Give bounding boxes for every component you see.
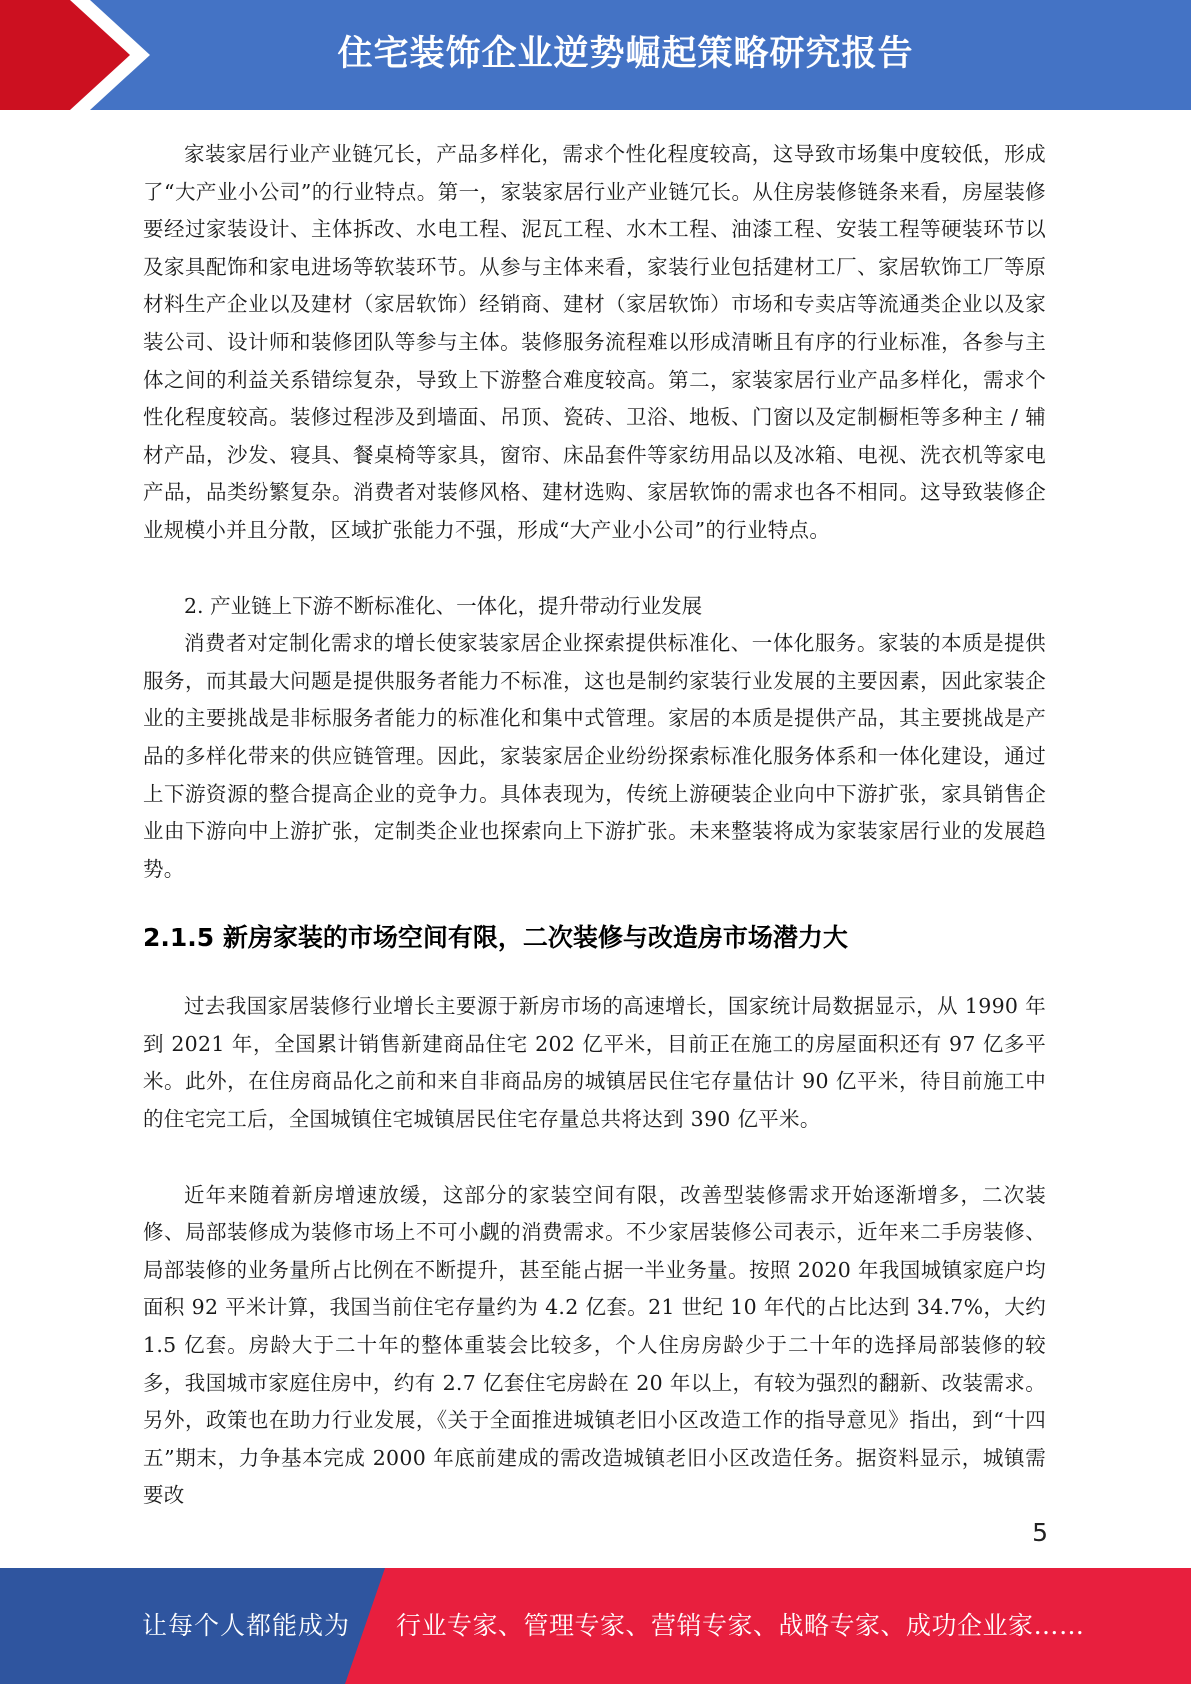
- footer-slogan-left: 让每个人都能成为: [142, 1611, 351, 1640]
- section-heading-2-1-5: 2.1.5 新房家装的市场空间有限，二次装修与改造房市场潜力大: [143, 923, 848, 953]
- page-number: 5: [1032, 1518, 1048, 1547]
- page-footer: [0, 1568, 1191, 1684]
- header-arrow-decoration: [0, 0, 150, 110]
- footer-slogan-right: 行业专家、管理专家、营销专家、战略专家、成功企业家……: [396, 1611, 1085, 1640]
- page-header: [0, 0, 1191, 110]
- subheading-standardization: 2. 产业链上下游不断标准化、一体化，提升带动行业发展: [184, 593, 703, 618]
- paragraph-industry-chain: 家装家居行业产业链冗长，产品多样化，需求个性化程度较高，这导致市场集中度较低，形成了“大产业小公司”的行业特点。第一，家装家居行业产业链冗长。从住房装修链条来看，房屋装修要经过家装设计、主体拆改、水电工程、泥瓦工程、水木工程、油漆工程、安装工程等硬装环节以及家具配饰和家电进场等软装环节。从参与主体来看，家装行业包括建材工厂、家居软饰工厂等原材料生产企业以及建材（家居软饰）经销商、建材（家居软饰）市场和专卖店等流通类企业以及家装公司、设计师和装修团队等参与主体。装修服务流程难以形成清晰且有序的行业标准，各参与主体之间的利益关系错综复杂，导致上下游整合难度较高。第二，家装家居行业产品多样化，需求个性化程度较高。装修过程涉及到墙面、吊顶、瓷砖、卫浴、地板、门窗以及定制橱柜等多种主 / 辅材产品，沙发、寝具、餐桌椅等家具，窗帘、床品套件等家纺用品以及冰箱、电视、洗衣机等家电产品，品类纷繁复杂。消费者对装修风格、建材选购、家居软饰的需求也各不相同。这导致装修企业规模小并且分散，区域扩张能力不强，形成“大产业小公司”的行业特点。: [143, 142, 1046, 542]
- paragraph-new-housing: 过去我国家居装修行业增长主要源于新房市场的高速增长，国家统计局数据显示，从 1990 年到 2021 年，全国累计销售新建商品住宅 202 亿平米，目前正在施工的房屋面积还有 97 亿多平米。此外，在住房商品化之前和来自非商品房的城镇居民住宅存量估计 90 亿平米，待目前施工中的住宅完工后，全国城镇住宅城镇居民住宅存量总共将达到 390 亿平米。: [143, 994, 1046, 1132]
- paragraph-standardization: 消费者对定制化需求的增长使家装家居企业探索提供标准化、一体化服务。家装的本质是提供服务，而其最大问题是提供服务者能力不标准，这也是制约家装行业发展的主要因素，因此家装企业的主要挑战是非标服务者能力的标准化和集中式管理。家居的本质是提供产品，其主要挑战是产品的多样化带来的供应链管理。因此，家装家居企业纷纷探索标准化服务体系和一体化建设，通过上下游资源的整合提高企业的竞争力。具体表现为，传统上游硬装企业向中下游扩张，家具销售企业由下游向中上游扩张，定制类企业也探索向上下游扩张。未来整装将成为家装家居行业的发展趋势。: [143, 631, 1046, 881]
- document-body: [143, 136, 1046, 1515]
- report-title: 住宅装饰企业逆势崛起策略研究报告: [337, 34, 914, 74]
- paragraph-renovation-market: 近年来随着新房增速放缓，这部分的家装空间有限，改善型装修需求开始逐渐增多，二次装修、局部装修成为装修市场上不可小觑的消费需求。不少家居装修公司表示，近年来二手房装修、局部装修的业务量所占比例在不断提升，甚至能占据一半业务量。按照 2020 年我国城镇家庭户均面积 92 平米计算，我国当前住宅存量约为 4.2 亿套。21 世纪 10 年代的占比达到 34.7%，大约 1.5 亿套。房龄大于二十年的整体重装会比较多，个人住房房龄少于二十年的选择局部装修的较多，我国城市家庭住房中，约有 2.7 亿套住宅房龄在 20 年以上，有较为强烈的翻新、改装需求。另外，政策也在助力行业发展，《关于全面推进城镇老旧小区改造工作的指导意见》指出，到“十四五”期末，力争基本完成 2000 年底前建成的需改造城镇老旧小区改造任务。据资料显示，城镇需要改: [143, 1182, 1046, 1508]
